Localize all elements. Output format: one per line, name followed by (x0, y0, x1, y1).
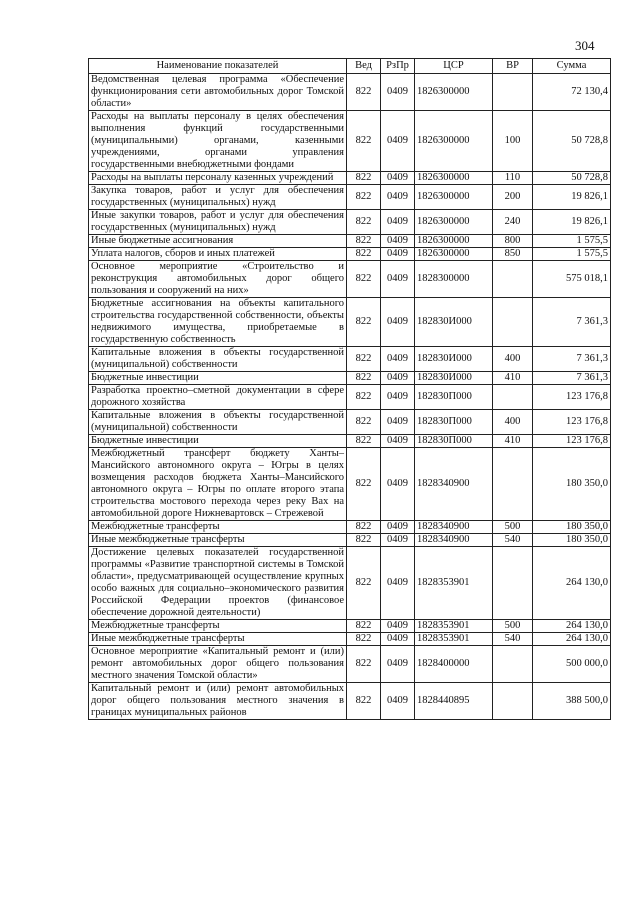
cell-sum: 123 176,8 (533, 385, 611, 410)
table-row (89, 248, 611, 261)
cell-vr: 500 (493, 521, 533, 534)
cell-name: Закупка товаров, работ и услуг для обеспечения государственных (муниципальных) нужд (89, 185, 347, 210)
cell-name: Межбюджетные трансферты (89, 620, 347, 633)
cell-rzpr: 0409 (381, 646, 415, 683)
cell-ved: 822 (347, 235, 381, 248)
cell-name: Основное мероприятие «Капитальный ремонт и (или) ремонт автомобильных дорог общего пользования местного значения Томской области» (89, 646, 347, 683)
table-row (89, 534, 611, 547)
page-number: 304 (575, 38, 595, 53)
cell-vr: 400 (493, 410, 533, 435)
cell-sum: 264 130,0 (533, 620, 611, 633)
cell-ved: 822 (347, 210, 381, 235)
cell-rzpr: 0409 (381, 620, 415, 633)
cell-name: Бюджетные инвестиции (89, 372, 347, 385)
cell-name: Бюджетные инвестиции (89, 435, 347, 448)
cell-ved: 822 (347, 298, 381, 347)
cell-sum: 264 130,0 (533, 633, 611, 646)
cell-sum: 180 350,0 (533, 534, 611, 547)
table-row (89, 261, 611, 298)
table-row (89, 210, 611, 235)
header-sum: Сумма (533, 59, 611, 74)
cell-rzpr: 0409 (381, 298, 415, 347)
cell-sum: 7 361,3 (533, 347, 611, 372)
cell-csr: 1828300000 (415, 261, 493, 298)
cell-name: Капитальный ремонт и (или) ремонт автомобильных дорог общего пользования местного значения в границах муниципальных районов (89, 683, 347, 720)
cell-vr: 540 (493, 534, 533, 547)
header-row (89, 59, 611, 74)
cell-vr (493, 261, 533, 298)
cell-vr: 400 (493, 347, 533, 372)
cell-vr: 410 (493, 435, 533, 448)
cell-csr: 182830П000 (415, 410, 493, 435)
cell-sum: 7 361,3 (533, 372, 611, 385)
table-row (89, 172, 611, 185)
cell-ved: 822 (347, 435, 381, 448)
table-row (89, 521, 611, 534)
cell-rzpr: 0409 (381, 448, 415, 521)
cell-csr: 182830П000 (415, 435, 493, 448)
cell-sum: 1 575,5 (533, 248, 611, 261)
table-header (89, 59, 611, 74)
table-row (89, 385, 611, 410)
cell-ved: 822 (347, 646, 381, 683)
cell-rzpr: 0409 (381, 248, 415, 261)
cell-sum: 7 361,3 (533, 298, 611, 347)
cell-vr (493, 448, 533, 521)
cell-csr: 1826300000 (415, 248, 493, 261)
cell-ved: 822 (347, 385, 381, 410)
cell-rzpr: 0409 (381, 547, 415, 620)
cell-sum: 123 176,8 (533, 435, 611, 448)
cell-csr: 1828353901 (415, 547, 493, 620)
cell-rzpr: 0409 (381, 111, 415, 172)
cell-rzpr: 0409 (381, 210, 415, 235)
cell-name: Бюджетные ассигнования на объекты капитального строительства государственной собственности, объекты недвижимого имущества, приобретаемые в государственную собственность (89, 298, 347, 347)
cell-vr: 540 (493, 633, 533, 646)
cell-ved: 822 (347, 633, 381, 646)
cell-vr (493, 547, 533, 620)
cell-ved: 822 (347, 683, 381, 720)
cell-csr: 1826300000 (415, 74, 493, 111)
table-row (89, 185, 611, 210)
cell-vr (493, 74, 533, 111)
cell-sum: 264 130,0 (533, 547, 611, 620)
cell-csr: 1828340900 (415, 534, 493, 547)
cell-sum: 19 826,1 (533, 210, 611, 235)
cell-ved: 822 (347, 448, 381, 521)
cell-sum: 19 826,1 (533, 185, 611, 210)
cell-name: Разработка проектно–сметной документации в сфере дорожного хозяйства (89, 385, 347, 410)
cell-ved: 822 (347, 172, 381, 185)
cell-vr: 500 (493, 620, 533, 633)
cell-sum: 1 575,5 (533, 235, 611, 248)
header-vr: ВР (493, 59, 533, 74)
cell-sum: 180 350,0 (533, 521, 611, 534)
cell-ved: 822 (347, 410, 381, 435)
cell-csr: 182830И000 (415, 372, 493, 385)
cell-name: Иные закупки товаров, работ и услуг для обеспечения государственных (муниципальных) нужд (89, 210, 347, 235)
cell-ved: 822 (347, 534, 381, 547)
table-row (89, 235, 611, 248)
header-ved: Вед (347, 59, 381, 74)
table-row (89, 298, 611, 347)
cell-rzpr: 0409 (381, 534, 415, 547)
cell-rzpr: 0409 (381, 172, 415, 185)
header-rzpr: РзПр (381, 59, 415, 74)
cell-csr: 1826300000 (415, 172, 493, 185)
cell-rzpr: 0409 (381, 521, 415, 534)
cell-ved: 822 (347, 185, 381, 210)
cell-rzpr: 0409 (381, 435, 415, 448)
table-row (89, 646, 611, 683)
cell-ved: 822 (347, 111, 381, 172)
table-row (89, 347, 611, 372)
cell-csr: 1826300000 (415, 111, 493, 172)
cell-ved: 822 (347, 372, 381, 385)
cell-vr: 850 (493, 248, 533, 261)
cell-csr: 1828353901 (415, 620, 493, 633)
table-row (89, 547, 611, 620)
cell-rzpr: 0409 (381, 261, 415, 298)
cell-ved: 822 (347, 521, 381, 534)
cell-vr: 240 (493, 210, 533, 235)
cell-name: Основное мероприятие «Строительство и реконструкция автомобильных дорог общего пользования и сооружений на них» (89, 261, 347, 298)
cell-csr: 1828440895 (415, 683, 493, 720)
cell-csr: 1828340900 (415, 521, 493, 534)
cell-vr (493, 298, 533, 347)
cell-ved: 822 (347, 620, 381, 633)
cell-csr: 182830П000 (415, 385, 493, 410)
header-csr: ЦСР (415, 59, 493, 74)
table-row (89, 111, 611, 172)
cell-sum: 72 130,4 (533, 74, 611, 111)
cell-csr: 182830И000 (415, 298, 493, 347)
cell-ved: 822 (347, 261, 381, 298)
cell-csr: 1828400000 (415, 646, 493, 683)
cell-vr: 200 (493, 185, 533, 210)
cell-vr (493, 385, 533, 410)
cell-name: Расходы на выплаты персоналу казенных учреждений (89, 172, 347, 185)
cell-name: Межбюджетные трансферты (89, 521, 347, 534)
cell-vr (493, 646, 533, 683)
cell-vr (493, 683, 533, 720)
cell-sum: 575 018,1 (533, 261, 611, 298)
cell-name: Капитальные вложения в объекты государственной (муниципальной) собственности (89, 347, 347, 372)
table-row (89, 74, 611, 111)
cell-sum: 50 728,8 (533, 172, 611, 185)
cell-sum: 500 000,0 (533, 646, 611, 683)
cell-csr: 1828340900 (415, 448, 493, 521)
cell-vr: 100 (493, 111, 533, 172)
cell-vr: 800 (493, 235, 533, 248)
cell-name: Капитальные вложения в объекты государственной (муниципальной) собственности (89, 410, 347, 435)
cell-ved: 822 (347, 347, 381, 372)
cell-csr: 1826300000 (415, 235, 493, 248)
cell-ved: 822 (347, 248, 381, 261)
cell-sum: 388 500,0 (533, 683, 611, 720)
budget-table (88, 58, 611, 720)
cell-name: Расходы на выплаты персоналу в целях обеспечения выполнения функций государственными (муниципальными) органами, казенными учреждениями, органами управления государственными внебюджетными фондами (89, 111, 347, 172)
cell-csr: 1826300000 (415, 210, 493, 235)
table-row (89, 372, 611, 385)
cell-name: Уплата налогов, сборов и иных платежей (89, 248, 347, 261)
cell-ved: 822 (347, 547, 381, 620)
table-row (89, 410, 611, 435)
cell-rzpr: 0409 (381, 385, 415, 410)
table-row (89, 633, 611, 646)
table-row (89, 683, 611, 720)
table-body (89, 74, 611, 720)
cell-sum: 50 728,8 (533, 111, 611, 172)
cell-name: Иные межбюджетные трансферты (89, 534, 347, 547)
cell-vr: 110 (493, 172, 533, 185)
cell-rzpr: 0409 (381, 185, 415, 210)
cell-rzpr: 0409 (381, 235, 415, 248)
header-name: Наименование показателей (89, 59, 347, 74)
cell-name: Достижение целевых показателей государственной программы «Развитие транспортной системы в Томской области», предусматривающей осуществление крупных особо важных для социально–экономического развития Российской Федерации проектов (финансовое обеспечение дорожной деятельности) (89, 547, 347, 620)
cell-rzpr: 0409 (381, 410, 415, 435)
cell-rzpr: 0409 (381, 683, 415, 720)
cell-name: Межбюджетный трансферт бюджету Ханты–Мансийского автономного округа – Югры в целях возмещения расходов бюджета Ханты–Мансийского автономного округа – Югры по оплате второго этапа строительства мостового перехода через реку Вах на автомобильной дороге Нижневартовск – Стрежевой (89, 448, 347, 521)
table-row (89, 448, 611, 521)
cell-name: Ведомственная целевая программа «Обеспечение функционирования сети автомобильных дорог Томской области» (89, 74, 347, 111)
cell-sum: 180 350,0 (533, 448, 611, 521)
cell-csr: 182830И000 (415, 347, 493, 372)
cell-rzpr: 0409 (381, 633, 415, 646)
cell-name: Иные межбюджетные трансферты (89, 633, 347, 646)
cell-vr: 410 (493, 372, 533, 385)
cell-sum: 123 176,8 (533, 410, 611, 435)
cell-rzpr: 0409 (381, 372, 415, 385)
cell-rzpr: 0409 (381, 74, 415, 111)
cell-csr: 1828353901 (415, 633, 493, 646)
cell-ved: 822 (347, 74, 381, 111)
cell-csr: 1826300000 (415, 185, 493, 210)
cell-rzpr: 0409 (381, 347, 415, 372)
table-row (89, 435, 611, 448)
table-row (89, 620, 611, 633)
cell-name: Иные бюджетные ассигнования (89, 235, 347, 248)
